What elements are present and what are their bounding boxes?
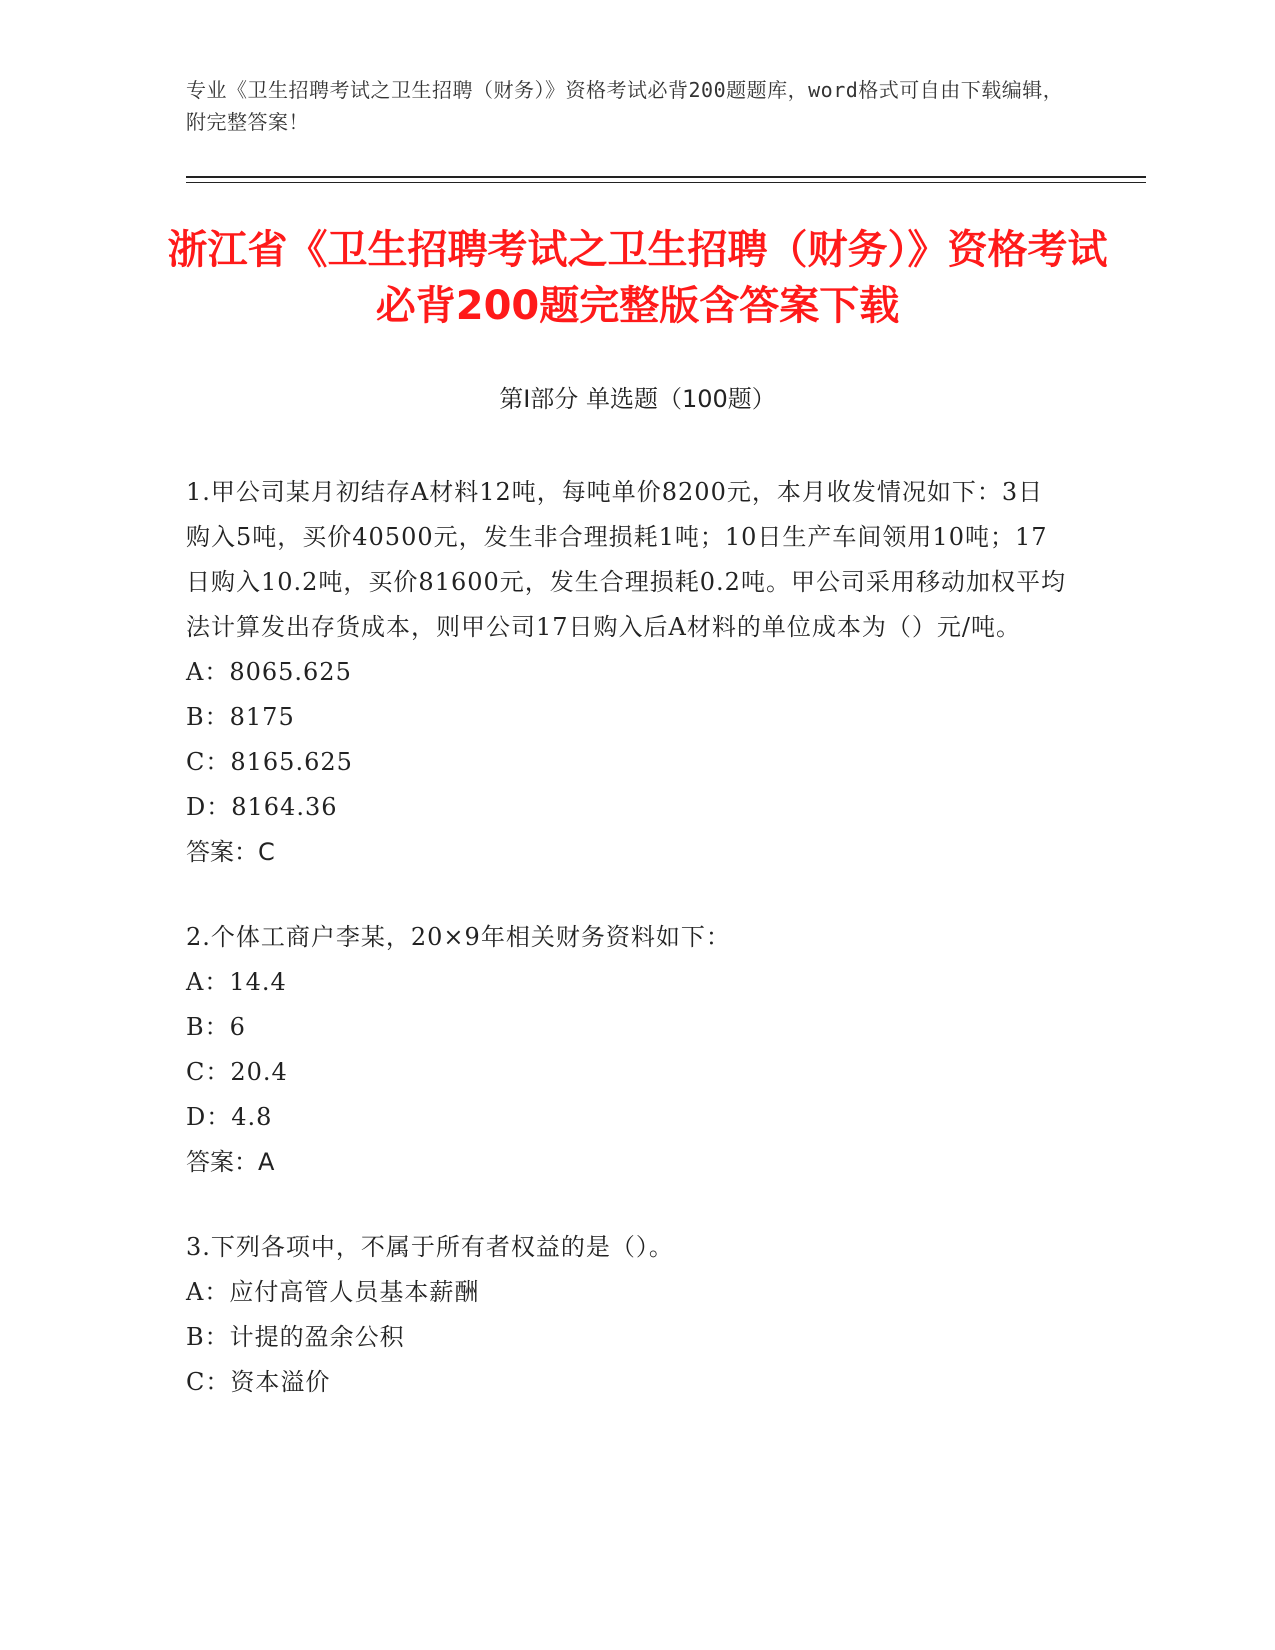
header-divider-thin	[186, 182, 1146, 183]
question-1	[186, 470, 1066, 875]
question-2	[186, 915, 1066, 1185]
question-stem: 3.下列各项中，不属于所有者权益的是（）。	[186, 1233, 674, 1261]
option-b: B：8175	[186, 703, 295, 731]
option-d: D：4.8	[186, 1103, 273, 1131]
option-c: C：资本溢价	[186, 1368, 331, 1396]
answer: 答案：C	[186, 838, 275, 866]
option-c: C：8165.625	[186, 748, 353, 776]
option-a: A：应付高管人员基本薪酬	[186, 1278, 480, 1306]
option-d: D：8164.36	[186, 793, 338, 821]
question-list	[186, 470, 1066, 1445]
option-a: A：14.4	[186, 968, 287, 996]
option-c: C：20.4	[186, 1058, 288, 1086]
option-a: A：8065.625	[186, 658, 352, 686]
option-b: B：6	[186, 1013, 246, 1041]
question-stem: 1.甲公司某月初结存A材料12吨，每吨单价8200元，本月收发情况如下：3日购入5吨，买价40500元，发生非合理损耗1吨；10日生产车间领用10吨；17日购入10.2吨，买价81600元，发生合理损耗0.2吨。甲公司采用移动加权平均法计算发出存货成本，则甲公司17日购入后A材料的单位成本为（）元/吨。	[186, 478, 1066, 641]
header-divider-thick	[186, 176, 1146, 178]
option-b: B：计提的盈余公积	[186, 1323, 405, 1351]
document-title: 浙江省《卫生招聘考试之卫生招聘（财务）》资格考试必背200题完整版含答案下载	[167, 227, 1108, 329]
question-3	[186, 1225, 1066, 1405]
answer: 答案：A	[186, 1148, 275, 1176]
section-title: 第Ⅰ部分 单选题（100题）	[499, 385, 776, 413]
question-stem: 2.个体工商户李某，20×9年相关财务资料如下：	[186, 923, 731, 951]
header-note: 专业《卫生招聘考试之卫生招聘（财务）》资格考试必背200题题库，word格式可自由下载编辑，附完整答案！	[186, 78, 1064, 134]
